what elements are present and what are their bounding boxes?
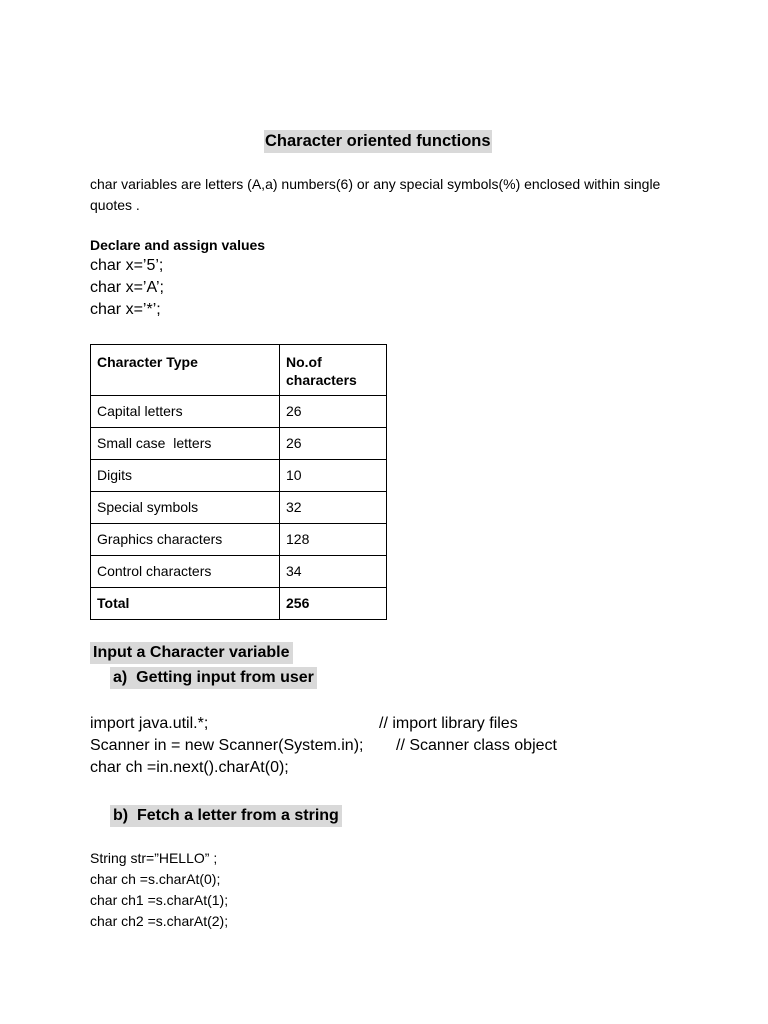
input-section-heading: Input a Character variable: [90, 642, 293, 664]
table-cell: Digits: [91, 460, 280, 492]
declare-line: char x=’A’;: [90, 279, 164, 296]
table-total-label: Total: [91, 588, 280, 620]
declare-line: char x=’*’;: [90, 301, 161, 318]
table-row: [91, 524, 387, 556]
table-cell: 26: [280, 396, 387, 428]
table-row: [91, 428, 387, 460]
code-line: char ch =s.charAt(0);: [90, 871, 221, 887]
code-line: import java.util.*;: [90, 715, 209, 732]
declare-line: char x=’5’;: [90, 257, 164, 274]
code-line: Scanner in = new Scanner(System.in);: [90, 737, 364, 754]
page-title: Character oriented functions: [264, 130, 492, 153]
table-cell: Special symbols: [91, 492, 280, 524]
table-row: [91, 396, 387, 428]
table-cell: Control characters: [91, 556, 280, 588]
table-cell: 128: [280, 524, 387, 556]
table-total-row: [91, 588, 387, 620]
intro-paragraph: char variables are letters (A,a) numbers(6) or any special symbols(%) enclosed within single quotes .: [90, 176, 661, 213]
table-cell: 34: [280, 556, 387, 588]
character-table: [90, 344, 387, 620]
declare-heading: Declare and assign values: [90, 237, 266, 253]
table-header-count: No.of characters: [280, 345, 387, 396]
code-line: char ch =in.next().charAt(0);: [90, 759, 289, 776]
subsection-a-heading: a) Getting input from user: [110, 667, 317, 689]
table-cell: 32: [280, 492, 387, 524]
code-comment: // Scanner class object: [396, 737, 557, 754]
table-total-value: 256: [280, 588, 387, 620]
table-cell: 26: [280, 428, 387, 460]
table-header-type: Character Type: [91, 345, 280, 396]
table-cell: Graphics characters: [91, 524, 280, 556]
table-row: [91, 460, 387, 492]
code-line: String str=”HELLO” ;: [90, 850, 218, 866]
code-comment: // import library files: [379, 715, 518, 732]
table-header-row: [91, 345, 387, 396]
table-cell: 10: [280, 460, 387, 492]
table-cell: Small case letters: [91, 428, 280, 460]
table-cell: Capital letters: [91, 396, 280, 428]
code-line: char ch1 =s.charAt(1);: [90, 892, 229, 908]
table-row: [91, 492, 387, 524]
subsection-b-heading: b) Fetch a letter from a string: [110, 805, 342, 827]
code-line: char ch2 =s.charAt(2);: [90, 913, 229, 929]
table-row: [91, 556, 387, 588]
